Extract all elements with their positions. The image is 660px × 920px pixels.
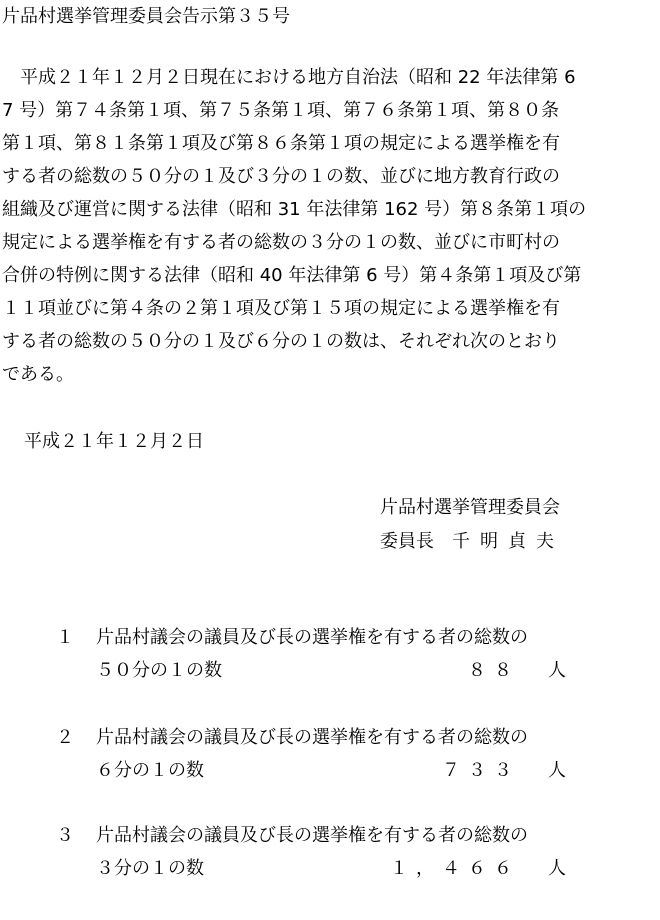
item-description: 片品村議会の議員及び長の選挙権を有する者の総数の [96, 627, 528, 648]
item-label: ６分の１の数 [96, 760, 204, 781]
item-unit: 人 [548, 858, 566, 879]
item-value: ７３３ [442, 760, 520, 781]
body-line: 第１項、第８１条第１項及び第８６条第１項の規定による選挙権を有 [2, 133, 560, 154]
notice-date: 平成２１年１２月２日 [24, 431, 204, 452]
signature-chair [380, 531, 564, 553]
signature-role: 委員長 [380, 531, 434, 552]
item-description: 片品村議会の議員及び長の選挙権を有する者の総数の [96, 727, 528, 748]
item-value: ８８ [468, 660, 520, 681]
body-line: 規定による選挙権を有する者の総数の３分の１の数、並びに市町村の [2, 232, 560, 253]
body-line: する者の総数の５０分の１及び３分の１の数、並びに地方教育行政の [2, 166, 560, 187]
item-label: ３分の１の数 [96, 858, 204, 879]
body-line: １１項並びに第４条の２第１項及び第１５項の規定による選挙権を有 [2, 298, 560, 319]
body-line: 平成２１年１２月２日現在における地方自治法（昭和 22 年法律第 6 [2, 67, 576, 88]
item-unit: 人 [548, 660, 566, 681]
signature-name: 千明貞夫 [452, 531, 564, 552]
item-unit: 人 [548, 760, 566, 781]
item-value: １，４６６ [390, 858, 520, 879]
item-number: １ [56, 627, 74, 648]
item-description: 片品村議会の議員及び長の選挙権を有する者の総数の [96, 825, 528, 846]
notice-body [2, 61, 658, 391]
item-number: ３ [56, 825, 74, 846]
item-label: ５０分の１の数 [96, 660, 222, 681]
body-line: である。 [2, 364, 74, 385]
item-number: ２ [56, 727, 74, 748]
body-line: 組織及び運営に関する法律（昭和 31 年法律第 162 号）第８条第１項の [2, 199, 587, 220]
notice-title: 片品村選挙管理委員会告示第３５号 [2, 6, 290, 27]
body-line: 合併の特例に関する法律（昭和 40 年法律第 6 号）第４条第１項及び第 [2, 265, 582, 286]
body-line: する者の総数の５０分の１及び６分の１の数は、それぞれ次のとおり [2, 331, 560, 352]
signature-organization: 片品村選挙管理委員会 [380, 497, 560, 518]
body-line: 7 号）第７４条第１項、第７５条第１項、第７６条第１項、第８０条 [2, 100, 560, 121]
